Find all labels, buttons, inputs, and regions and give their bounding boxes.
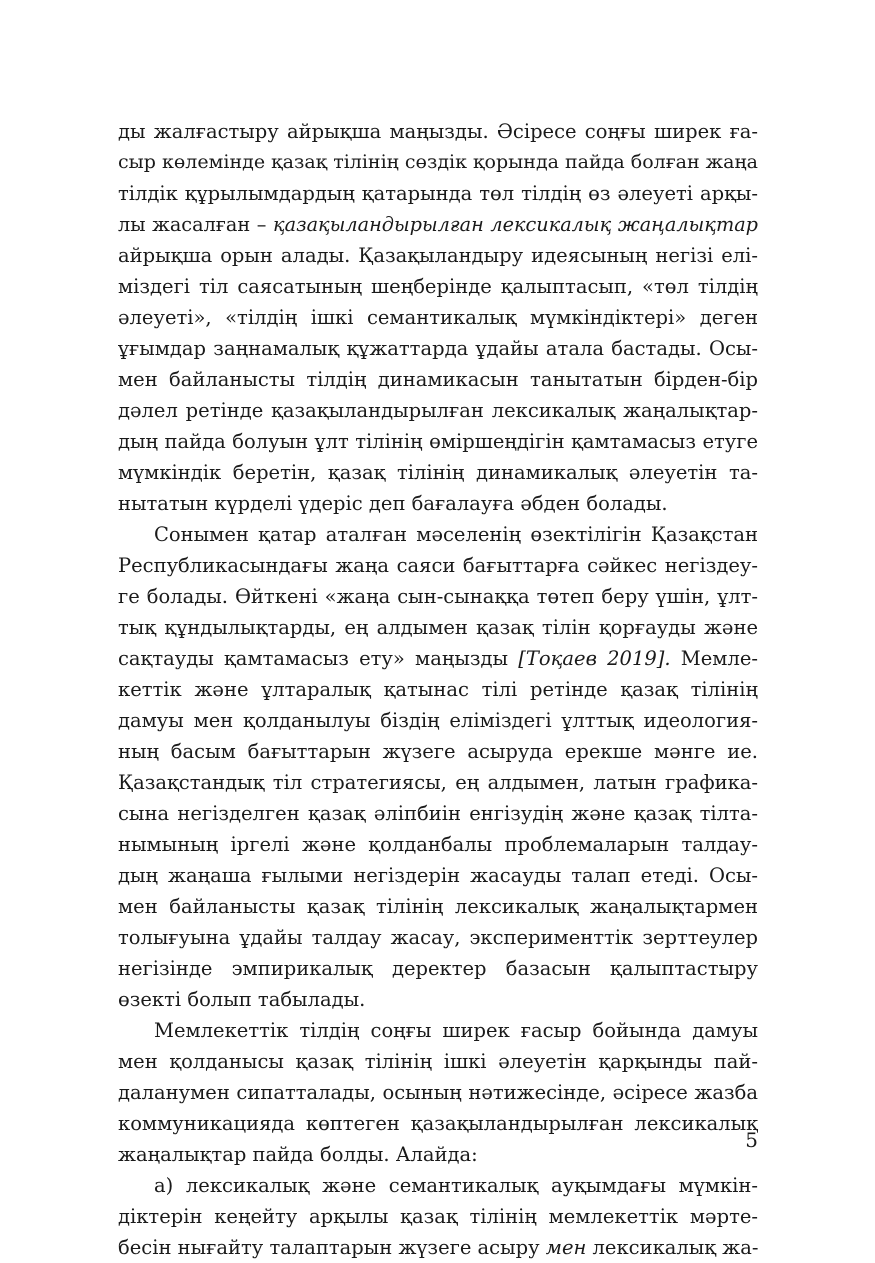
text-line	[118, 209, 758, 240]
text-line	[118, 116, 758, 147]
text-run: мен байланысты қазақ тілінің лексикалық жаңалықтармен	[118, 895, 758, 918]
text-line	[118, 426, 758, 457]
text-line	[118, 550, 758, 581]
text-run: дың жаңаша ғылыми негіздерін жасауды талап етеді. Осы-	[118, 864, 758, 887]
text-run: негізінде эмпирикалық деректер базасын қалыптастыру	[118, 957, 758, 980]
text-run: сына негізделген қазақ әліпбиін енгізудің және қазақ тілта-	[118, 802, 758, 825]
text-line	[118, 302, 758, 333]
text-run: бесін нығайту талаптарын жүзеге асыру	[118, 1236, 546, 1259]
text-run: мен қолданысы қазақ тілінің ішкі әлеуетін қарқынды пай-	[118, 1050, 758, 1073]
text-run: әлеуеті», «тілдің ішкі семантикалық мүмкіндіктері» деген	[118, 306, 758, 329]
text-line	[118, 829, 758, 860]
text-run: айрықша орын алады. Қазақыландыру идеясының негізі елі-	[118, 244, 758, 267]
text-run: Мемле-	[670, 647, 758, 670]
text-line	[118, 581, 758, 612]
text-line	[118, 1139, 758, 1170]
text-line	[118, 1015, 758, 1046]
text-line	[118, 643, 758, 674]
text-run: нытатын күрделі үдеріс деп бағалауға әбден болады.	[118, 492, 668, 515]
text-run: ұғымдар заңнамалық құжаттарда ұдайы атала бастады. Осы-	[118, 337, 758, 360]
text-run: коммуникацияда көптеген қазақыландырылған лексикалық	[118, 1112, 758, 1135]
text-run: ды жалғастыру айрықша маңызды. Әсіресе соңғы ширек ға-	[118, 120, 758, 143]
body-text	[118, 116, 758, 1263]
text-run: ның басым бағыттарын жүзеге асыруда ерекше мәнге ие.	[118, 740, 758, 763]
text-run: Республикасындағы жаңа саяси бағыттарға сәйкес негіздеу-	[118, 554, 758, 577]
text-run: толығуына ұдайы талдау жасау, эксперименттік зерттеулер	[118, 926, 758, 949]
text-line	[118, 333, 758, 364]
text-run: өзекті болып табылады.	[118, 988, 366, 1011]
text-line	[118, 736, 758, 767]
text-line	[118, 860, 758, 891]
text-line	[118, 364, 758, 395]
page-number: 5	[745, 1128, 758, 1152]
text-line	[118, 1232, 758, 1263]
text-line	[118, 395, 758, 426]
text-line	[118, 674, 758, 705]
text-run: лексикалық жа-	[586, 1236, 758, 1259]
text-line	[118, 457, 758, 488]
text-line	[118, 612, 758, 643]
text-line	[118, 178, 758, 209]
text-run: даланумен сипатталады, осының нәтижесінде, әсіресе жазба	[118, 1081, 758, 1104]
italic-run: қазақыландырылған лексикалық жаңалықтар	[272, 213, 758, 236]
text-run: Қазақстандық тіл стратегиясы, ең алдымен, латын графика-	[118, 771, 758, 794]
text-run: тілдік құрылымдардың қатарында төл тілдің өз әлеуеті арқы-	[118, 182, 758, 205]
text-line	[118, 488, 758, 519]
text-line	[118, 953, 758, 984]
text-line	[118, 1046, 758, 1077]
italic-run: [Тоқаев 2019].	[518, 647, 671, 670]
text-line	[118, 1170, 758, 1201]
text-line	[118, 705, 758, 736]
text-run: діктерін кеңейту арқылы қазақ тілінің мемлекеттік мәрте-	[118, 1205, 758, 1228]
text-line	[118, 891, 758, 922]
text-line	[118, 147, 758, 178]
text-run: мүмкіндік беретін, қазақ тілінің динамикалық әлеуетін та-	[118, 461, 758, 484]
text-run: дамуы мен қолданылуы біздің еліміздегі ұлттық идеология-	[118, 709, 758, 732]
text-run: дәлел ретінде қазақыландырылған лексикалық жаңалықтар-	[118, 399, 758, 422]
text-run: Мемлекеттік тілдің соңғы ширек ғасыр бойында дамуы	[154, 1019, 758, 1042]
text-line	[118, 1077, 758, 1108]
text-run: сыр көлемінде қазақ тілінің сөздік қорында пайда болған жаңа	[118, 151, 758, 173]
text-line	[118, 1201, 758, 1232]
text-line	[118, 1108, 758, 1139]
text-run: мен байланысты тілдің динамикасын танытатын бірден-бір	[118, 368, 758, 391]
text-run: Сонымен қатар аталған мәселенің өзектілігін Қазақстан	[154, 523, 758, 546]
text-run: лы жасалған –	[118, 213, 273, 236]
text-line	[118, 240, 758, 271]
text-line	[118, 798, 758, 829]
text-line	[118, 271, 758, 302]
text-run: а) лексикалық және семантикалық ауқымдағы мүмкін-	[154, 1174, 758, 1197]
text-run: дың пайда болуын ұлт тілінің өміршеңдігін қамтамасыз етуге	[118, 430, 758, 453]
text-line	[118, 767, 758, 798]
italic-run: мен	[545, 1236, 587, 1259]
text-run: тық құндылықтарды, ең алдымен қазақ тілін қорғауды және	[118, 616, 758, 639]
text-line	[118, 984, 758, 1015]
text-line	[118, 519, 758, 550]
text-line	[118, 922, 758, 953]
text-run: сақтауды қамтамасыз ету» маңызды	[118, 647, 519, 670]
text-run: міздегі тіл саясатының шеңберінде қалыптасып, «төл тілдің	[118, 275, 758, 298]
text-run: жаңалықтар пайда болды. Алайда:	[118, 1143, 478, 1166]
text-run: ге болады. Өйткені «жаңа сын-сынаққа төтеп беру үшін, ұлт-	[118, 585, 758, 608]
text-run: нымының іргелі және қолданбалы проблемаларын талдау-	[118, 833, 758, 856]
text-run: кеттік және ұлтаралық қатынас тілі ретінде қазақ тілінің	[118, 678, 758, 701]
